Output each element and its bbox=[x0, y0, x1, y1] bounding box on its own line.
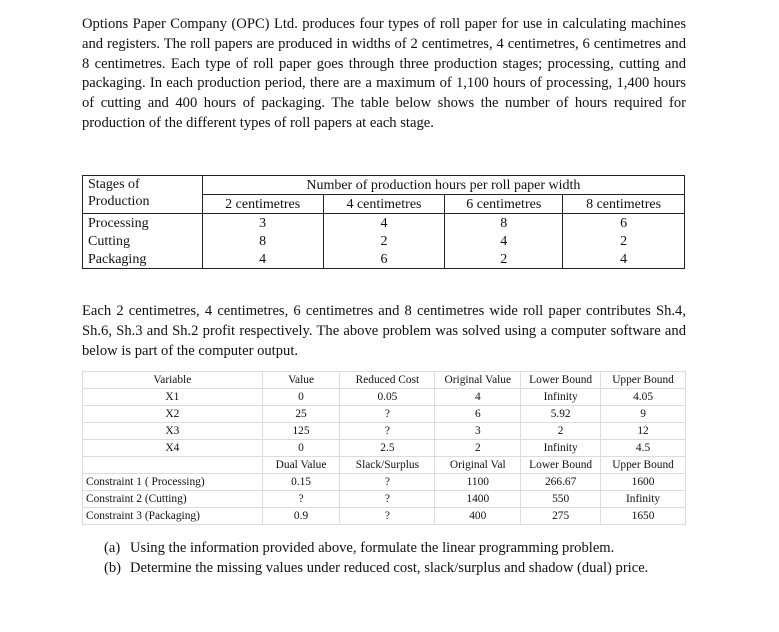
table-row bbox=[83, 491, 686, 508]
constraint-label: Constraint 1 ( Processing) bbox=[83, 474, 263, 491]
cell: 5.92 bbox=[521, 406, 601, 423]
cell: ? bbox=[262, 491, 340, 508]
question-text: Using the information provided above, formulate the linear programming problem. bbox=[130, 540, 615, 556]
cell: 25 bbox=[262, 406, 340, 423]
width-header: 8 centimetres bbox=[563, 195, 685, 214]
constraint-label: Constraint 2 (Cutting) bbox=[83, 491, 263, 508]
cell: 0.15 bbox=[262, 474, 340, 491]
cell: 0 bbox=[262, 389, 340, 406]
hours-cell: 8 bbox=[202, 232, 323, 250]
cell: Infinity bbox=[601, 491, 686, 508]
cell: X3 bbox=[83, 423, 263, 440]
cell: 275 bbox=[521, 508, 601, 525]
hours-cell: 4 bbox=[323, 214, 445, 233]
table-row bbox=[83, 474, 686, 491]
cell: 1400 bbox=[435, 491, 521, 508]
cell: X4 bbox=[83, 440, 263, 457]
cell: X2 bbox=[83, 406, 263, 423]
table-row bbox=[83, 214, 685, 233]
stage-label: Processing bbox=[83, 214, 203, 233]
cell: 2.5 bbox=[340, 440, 435, 457]
cell: ? bbox=[340, 423, 435, 440]
hours-cell: 3 bbox=[202, 214, 323, 233]
computer-output-table bbox=[82, 371, 686, 525]
question-label: (a) bbox=[104, 540, 121, 556]
width-header: 6 centimetres bbox=[445, 195, 563, 214]
cell: 12 bbox=[601, 423, 686, 440]
cell: 0.9 bbox=[262, 508, 340, 525]
cell: ? bbox=[340, 508, 435, 525]
cell: 400 bbox=[435, 508, 521, 525]
stage-label: Packaging bbox=[83, 250, 203, 269]
hours-cell: 4 bbox=[202, 250, 323, 269]
col-header: Upper Bound bbox=[601, 372, 686, 389]
stage-header-line2: Production bbox=[88, 194, 150, 209]
table-row bbox=[83, 423, 686, 440]
cell: X1 bbox=[83, 389, 263, 406]
cell: 2 bbox=[435, 440, 521, 457]
stage-header-cell bbox=[83, 176, 203, 214]
stage-label: Cutting bbox=[83, 232, 203, 250]
cell: 266.67 bbox=[521, 474, 601, 491]
cell: 0.05 bbox=[340, 389, 435, 406]
constraint-header-row bbox=[83, 457, 686, 474]
cell: 9 bbox=[601, 406, 686, 423]
hours-cell: 2 bbox=[323, 232, 445, 250]
col-header: Upper Bound bbox=[601, 457, 686, 474]
question-list bbox=[104, 539, 686, 579]
col-header: Dual Value bbox=[262, 457, 340, 474]
hours-cell: 2 bbox=[445, 250, 563, 269]
cell: 1100 bbox=[435, 474, 521, 491]
table-row bbox=[83, 406, 686, 423]
hours-cell: 4 bbox=[563, 250, 685, 269]
cell: 1600 bbox=[601, 474, 686, 491]
col-header: Lower Bound bbox=[521, 457, 601, 474]
cell: ? bbox=[340, 474, 435, 491]
hours-cell: 6 bbox=[563, 214, 685, 233]
cell: 1650 bbox=[601, 508, 686, 525]
hours-group-header: Number of production hours per roll paper width bbox=[202, 176, 684, 195]
question-label: (b) bbox=[104, 559, 122, 576]
col-header: Slack/Surplus bbox=[340, 457, 435, 474]
hours-cell: 6 bbox=[323, 250, 445, 269]
cell: ? bbox=[340, 406, 435, 423]
output-header-row bbox=[83, 372, 686, 389]
table-row bbox=[83, 508, 686, 525]
width-header: 2 centimetres bbox=[202, 195, 323, 214]
question-item bbox=[104, 539, 686, 559]
width-header: 4 centimetres bbox=[323, 195, 445, 214]
table-row bbox=[83, 250, 685, 269]
hours-cell: 4 bbox=[445, 232, 563, 250]
profit-paragraph: Each 2 centimetres, 4 centimetres, 6 centimetres and 8 centimetres wide roll paper contributes Sh.4, Sh.6, Sh.3 and Sh.2 profit respectively. The above problem was solved using a computer software and below is part of the computer output. bbox=[82, 303, 686, 359]
table-row bbox=[83, 389, 686, 406]
cell: 550 bbox=[521, 491, 601, 508]
cell: 6 bbox=[435, 406, 521, 423]
stage-header-line1: Stages of bbox=[88, 177, 140, 192]
col-header: Reduced Cost bbox=[340, 372, 435, 389]
hours-cell: 8 bbox=[445, 214, 563, 233]
hours-cell: 2 bbox=[563, 232, 685, 250]
intro-paragraph: Options Paper Company (OPC) Ltd. produces four types of roll paper for use in calculating machines and registers. The roll papers are produced in widths of 2 centimetres, 4 centimetres, 6 centimetres and 8 centimetres. Each type of roll paper goes through three production stages; processing, cutting and packaging. In each production period, there are a maximum of 1,100 hours of processing, 1,400 hours of cutting and 400 hours of packaging. The table below shows the number of hours required for production of the different types of roll papers at each stage. bbox=[82, 16, 686, 131]
table-row bbox=[83, 440, 686, 457]
cell: 2 bbox=[521, 423, 601, 440]
question-text: Determine the missing values under reduced cost, slack/surplus and shadow (dual) price. bbox=[130, 559, 649, 576]
cell: Infinity bbox=[521, 440, 601, 457]
cell: Infinity bbox=[521, 389, 601, 406]
constraint-label: Constraint 3 (Packaging) bbox=[83, 508, 263, 525]
cell: 4.5 bbox=[601, 440, 686, 457]
col-header: Value bbox=[262, 372, 340, 389]
cell: 0 bbox=[262, 440, 340, 457]
cell: 3 bbox=[435, 423, 521, 440]
col-header: Original Val bbox=[435, 457, 521, 474]
cell: 4.05 bbox=[601, 389, 686, 406]
question-item bbox=[104, 559, 686, 579]
cell: 125 bbox=[262, 423, 340, 440]
col-header: Lower Bound bbox=[521, 372, 601, 389]
col-header: Original Value bbox=[435, 372, 521, 389]
col-header: Variable bbox=[83, 372, 263, 389]
cell: ? bbox=[340, 491, 435, 508]
table-row bbox=[83, 232, 685, 250]
col-header bbox=[83, 457, 263, 474]
production-hours-table bbox=[82, 175, 685, 269]
cell: 4 bbox=[435, 389, 521, 406]
